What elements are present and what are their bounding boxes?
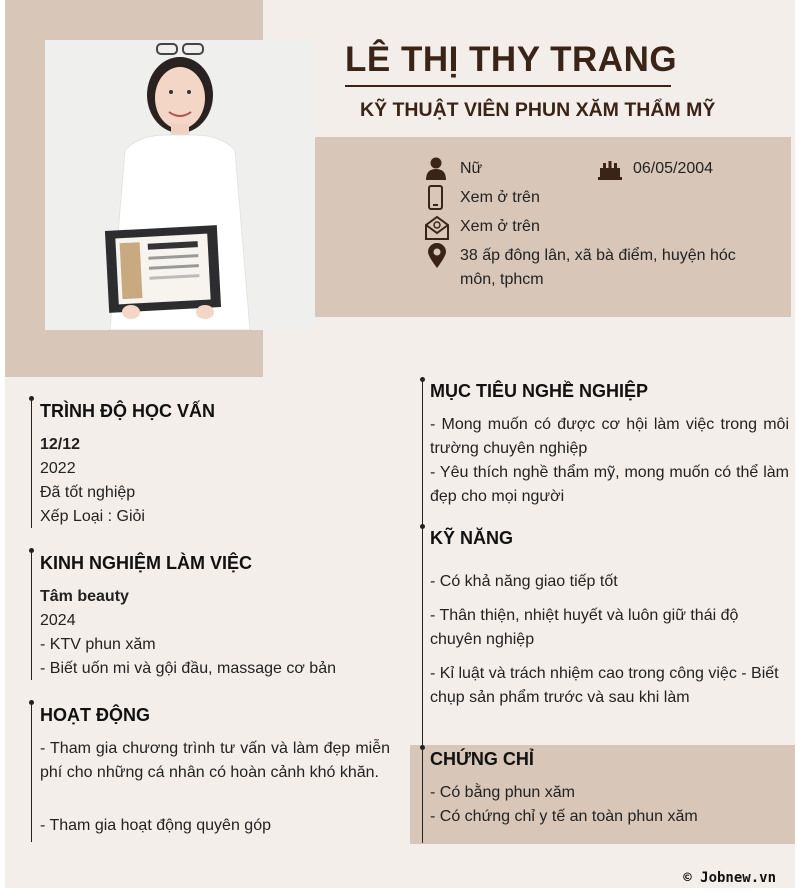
experience-item: - Biết uốn mi và gội đầu, massage cơ bản: [40, 660, 336, 677]
experience-timeline-line: [31, 551, 32, 680]
gender-value: Nữ: [460, 160, 483, 177]
experience-year: 2024: [40, 612, 76, 629]
education-grade: Xếp Loại : Giỏi: [40, 508, 145, 525]
email-icon: [425, 214, 447, 238]
certificate-item: - Có bằng phun xăm: [430, 784, 575, 801]
job-title: KỸ THUẬT VIÊN PHUN XĂM THẨM MỸ: [360, 99, 716, 121]
education-timeline-dot: [29, 396, 34, 401]
activities-timeline-line: [31, 703, 32, 842]
education-status: Đã tốt nghiệp: [40, 484, 136, 501]
objective-item: - Mong muốn có được cơ hội làm việc trong môi trường chuyên nghiệp: [430, 416, 789, 457]
education-timeline-line: [31, 399, 32, 528]
experience-item: - KTV phun xăm: [40, 636, 156, 653]
activities-timeline-dot: [29, 700, 34, 705]
certificate-item: - Có chứng chỉ y tế an toàn phun xăm: [430, 808, 698, 825]
address-line-2: môn, tphcm: [460, 271, 544, 288]
email-value: Xem ở trên: [460, 218, 540, 235]
right-timeline-line: [422, 380, 423, 843]
location-icon: [427, 243, 449, 267]
activity-item: - Tham gia hoạt động quyên góp: [40, 817, 271, 834]
certificates-timeline-dot: [420, 745, 425, 750]
education-year: 2022: [40, 460, 76, 477]
skill-item: - Có khả năng giao tiếp tốt: [430, 573, 618, 590]
experience-company: Tâm beauty: [40, 588, 129, 605]
candidate-name: LÊ THỊ THY TRANG: [345, 40, 678, 79]
skill-item: - Thân thiện, nhiệt huyết và luôn giữ thái độ chuyên nghiệp: [430, 607, 739, 648]
copyright-footer: © Jobnew.vn: [683, 870, 776, 886]
skills-title: KỸ NĂNG: [430, 528, 514, 548]
contact-info-box: [315, 137, 791, 317]
experience-title: KINH NGHIỆM LÀM VIỆC: [40, 553, 253, 573]
education-title: TRÌNH ĐỘ HỌC VẤN: [40, 401, 215, 421]
birthday-value: 06/05/2004: [633, 160, 714, 177]
address-line-1: 38 ấp đông lân, xã bà điểm, huyện hóc: [460, 247, 736, 264]
objective-timeline-dot: [420, 377, 425, 382]
profile-photo: [45, 40, 315, 330]
phone-value: Xem ở trên: [460, 189, 540, 206]
experience-timeline-dot: [29, 548, 34, 553]
cake-icon: [598, 156, 620, 180]
skills-timeline-dot: [420, 524, 425, 529]
name-underline: [345, 85, 671, 87]
certificates-title: CHỨNG CHỈ: [430, 749, 534, 769]
skill-item: - Kỉ luật và trách nhiệm cao trong công việc - Biết chụp sản phẩm trước và sau khi làm: [430, 665, 779, 706]
activities-title: HOẠT ĐỘNG: [40, 705, 150, 725]
phone-icon: [427, 185, 449, 209]
user-icon: [425, 156, 447, 180]
education-level: 12/12: [40, 436, 81, 453]
objective-item: - Yêu thích nghề thẩm mỹ, mong muốn có thể làm đẹp cho mọi người: [430, 464, 789, 505]
objective-title: MỤC TIÊU NGHỀ NGHIỆP: [430, 381, 649, 401]
activity-item: - Tham gia chương trình tư vấn và làm đẹp miễn phí cho những cá nhân có hoàn cảnh khó khăn.: [40, 740, 390, 781]
